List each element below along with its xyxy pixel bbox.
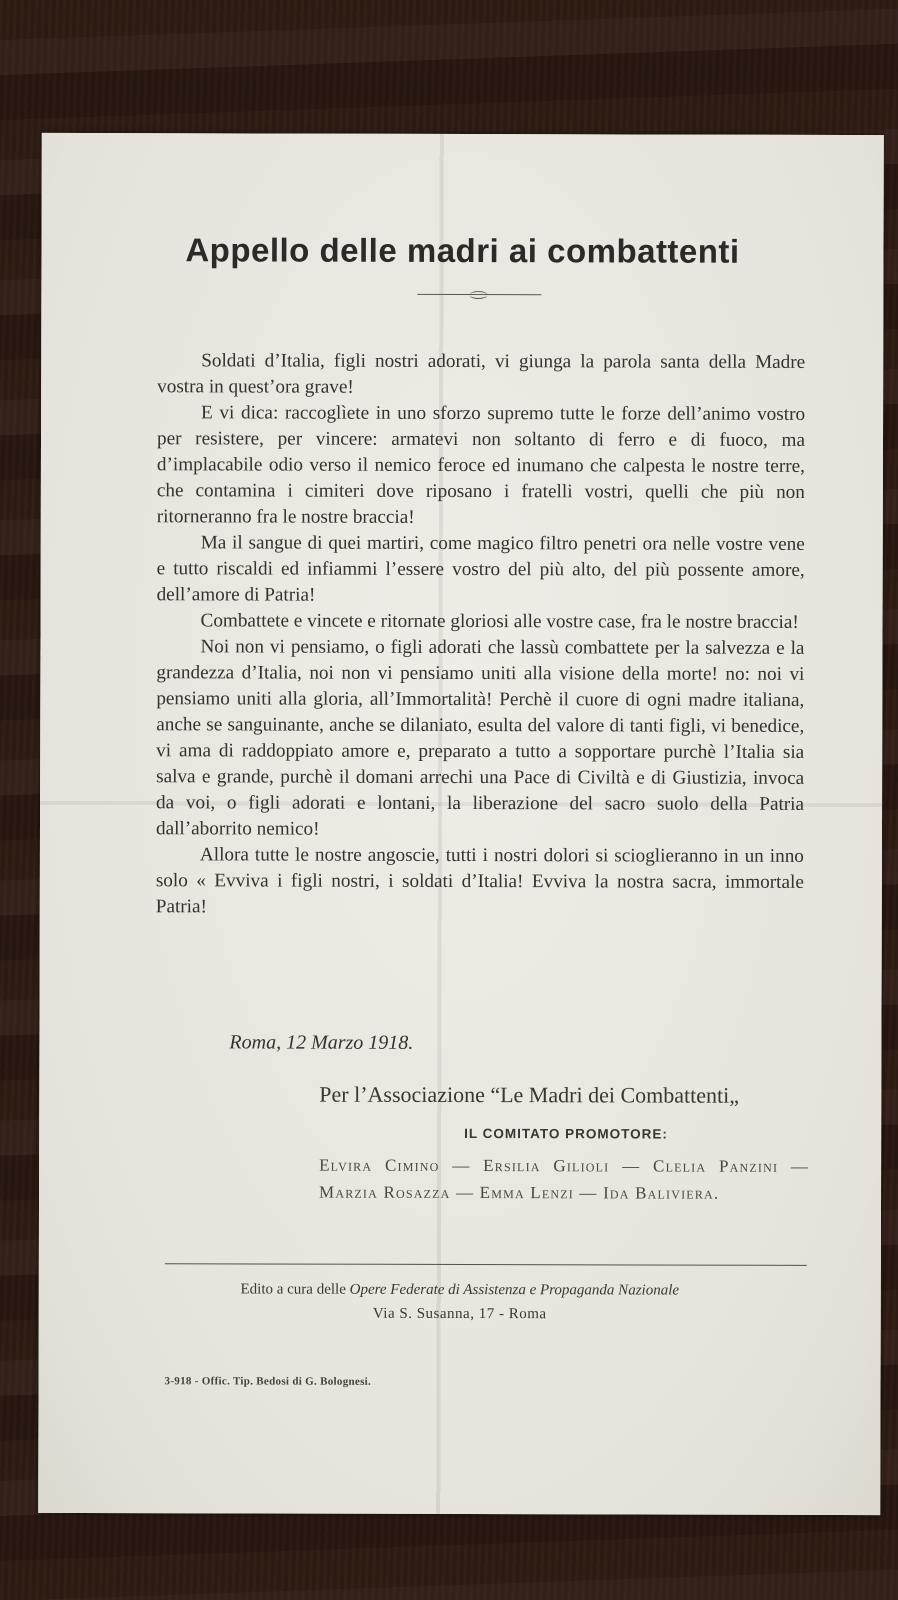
committee-label: IL COMITATO PROMOTORE: <box>464 1126 668 1142</box>
printer-credit: 3-918 - Offic. Tip. Bedosi di G. Bolognesi. <box>164 1375 372 1388</box>
title-ornament-rule <box>417 294 541 295</box>
paragraph: Soldati d’Italia, figli nostri adorati, vi giunga la parola santa della Madre vostra in quest’ora grave! <box>157 350 806 398</box>
document-title: Appello delle madri ai combattenti <box>185 231 740 270</box>
publisher-address: Via S. Susanna, 17 - Roma <box>372 1305 547 1323</box>
ornament-icon <box>469 291 487 299</box>
publisher-line <box>39 1281 881 1300</box>
paragraph: E vi dica: raccoglìete in uno sforzo supremo tutte le forze dell’animo vostro per resistere, per vincere: armatevi non soltanto di ferro e di fuoco, ma d’implacabile odio verso il nemico feroce ed inumano che calpesta le nostre terre, che contamina i cimiteri dove riposano i fratelli vostri, quelli che più non ritorneranno fra le nostre braccia! <box>156 402 806 528</box>
publisher-prefix: Edito a cura delle <box>240 1281 346 1298</box>
association-signature: Per l’Associazione “Le Madri dei Combattenti„ <box>319 1081 740 1108</box>
publisher-name: Opere Federate di Assistenza e Propaganda Nazionale <box>349 1281 680 1299</box>
committee-names: Elvira Cimino — Ersilia Gilioli — Clelia Panzini — Marzia Rosazza — Emma Lenzi — Ida Baliviera. <box>319 1155 810 1203</box>
paragraph: Noi non vi pensiamo, o figli adorati che lassù combattete per la salvezza e la grandezza d’Italia, noi non vi pensiamo uniti alla visione della morte! no: noi vi pensiamo uniti alla gloria, all’Immortalità! Perchè il cuore di ogni madre italiana, anche se sanguinante, anche se dilaniato, esulta del valore di tanti figli, vi benedice, vi ama di raddoppiato amore e, preparato a tutto a sopportare purchè l’Italia sia salva e grande, purchè il domani arrechi una Pace di Civiltà e di Giustizia, invoca da voi, o figli adorati e lontani, la liberazione del sacro suolo della Patria dall’aborrito nemico! <box>155 636 805 840</box>
paragraph: Allora tutte le nostre angoscie, tutti i nostri dolori si scioglieranno in un inno solo « Evviva i figli nostri, i soldati d’Italia! Evviva la nostra sacra, immortale Patria! <box>155 844 804 918</box>
paragraph: Ma il sangue di quei martiri, come magico filtro penetri ora nelle vostre vene e tutto riscaldi ed infiammi l’essere vostro del più alto, del più possente amore, dell’amore di Patria! <box>156 532 805 606</box>
divider <box>165 1263 807 1266</box>
leaflet-paper <box>38 133 884 1515</box>
appeal-body <box>156 348 805 922</box>
dateline: Roma, 12 Marzo 1918. <box>229 1031 414 1054</box>
paragraph: Combattete e vincete e ritornate gloriosi alle vostre case, fra le nostre braccia! <box>200 610 799 633</box>
